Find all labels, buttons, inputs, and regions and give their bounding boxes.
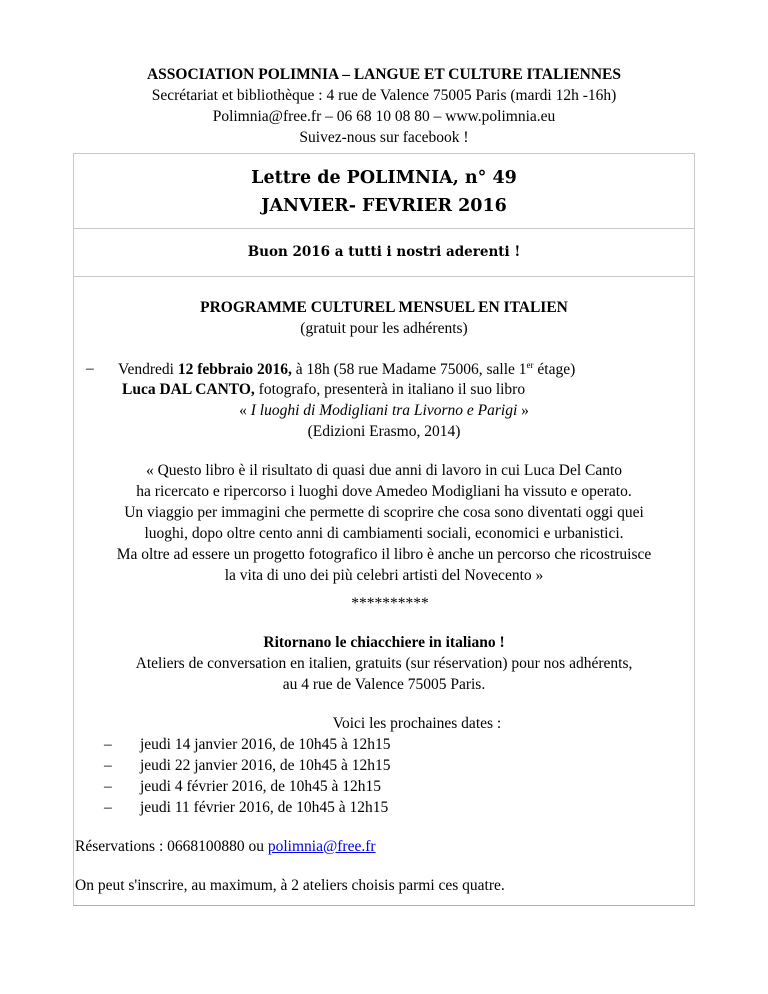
book-title: I luoghi di Modigliani tra Livorno e Parigi [250,402,518,419]
quote-line: Un viaggio per immagini che permette di scoprire che cosa sono diventati oggi quei [124,504,644,521]
date-dash: – [104,736,112,753]
event-date: 12 febbraio 2016, [177,361,292,378]
quote-line: ha ricercato e ripercorso i luoghi dove Amedeo Modigliani ha vissuto e operato. [136,483,632,500]
date-dash: – [104,799,112,816]
programme-subheading: (gratuit pour les adhérents) [300,320,468,337]
event-book-line [74,402,694,420]
book-quote-close: » [517,402,529,419]
event-dash: – [86,360,94,377]
dates-intro: Voici les prochaines dates : [332,715,502,732]
event-speaker-line [122,381,525,399]
facebook-note: Suivez-nous sur facebook ! [299,129,469,146]
date-item: jeudi 22 janvier 2016, de 10h45 à 12h15 [140,757,391,774]
greeting: Buon 2016 a tutti i nostri aderenti ! [247,244,521,260]
date-dash: – [104,757,112,774]
quote-line: « Questo libro è il risultato di quasi due anni di lavoro in cui Luca Del Canto [145,462,623,479]
date-dash: – [104,778,112,795]
date-item: jeudi 11 février 2016, de 10h45 à 12h15 [140,799,389,816]
conversation-line1: Ateliers de conversation en italien, gratuits (sur réservation) pour nos adhérents, [135,655,633,672]
reservations-email-link[interactable]: polimnia@free.fr [267,838,376,855]
quote-line: la vita di uno dei più celebri artisti del Novecento » [224,567,544,584]
org-contact: Polimnia@free.fr – 06 68 10 08 80 – www.polimnia.eu [212,108,556,125]
event-floor-sup: er [526,360,534,370]
reservations-label: Réservations : 0668100880 ou [75,838,268,855]
newsletter-box [73,153,695,906]
event-speaker: Luca DAL CANTO, [122,381,255,398]
greeting-section [74,229,694,277]
conversation-line2: au 4 rue de Valence 75005 Paris. [282,676,486,693]
quote-line: Ma oltre ad essere un progetto fotografico il libro è anche un percorso che ricostruisce [116,546,652,563]
org-name: ASSOCIATION POLIMNIA – LANGUE ET CULTURE ITALIENNES [146,66,621,83]
letter-period: JANVIER- FEVRIER 2016 [261,196,507,216]
limit-note: On peut s'inscrire, au maximum, à 2 ateliers choisis parmi ces quatre. [75,877,505,894]
quote-line: luoghi, dopo oltre cento anni di cambiamenti sociali, economici e urbanistici. [144,525,624,542]
document-header [0,64,768,148]
org-address: Secrétariat et bibliothèque : 4 rue de Valence 75005 Paris (mardi 12h -16h) [151,87,617,104]
event-publisher: (Edizioni Erasmo, 2014) [307,423,461,440]
event-date-line [118,360,575,379]
date-item: jeudi 4 février 2016, de 10h45 à 12h15 [140,778,382,795]
letter-title-section [74,154,694,229]
reservations-line [75,838,376,856]
event-floor: étage) [533,361,576,378]
book-quote-open: « [239,402,251,419]
event-place: à 18h (58 rue Madame 75006, salle 1 [291,361,527,378]
date-item: jeudi 14 janvier 2016, de 10h45 à 12h15 [140,736,391,753]
programme-heading: PROGRAMME CULTUREL MENSUEL EN ITALIEN [200,299,568,316]
conversation-heading: Ritornano le chiacchiere in italiano ! [263,634,505,651]
event-day: Vendredi [118,361,178,378]
section-separator: ********** [351,595,429,612]
event-speaker-desc: fotografo, presenterà in italiano il suo libro [254,381,526,398]
letter-title: Lettre de POLIMNIA, n° 49 [251,168,517,188]
